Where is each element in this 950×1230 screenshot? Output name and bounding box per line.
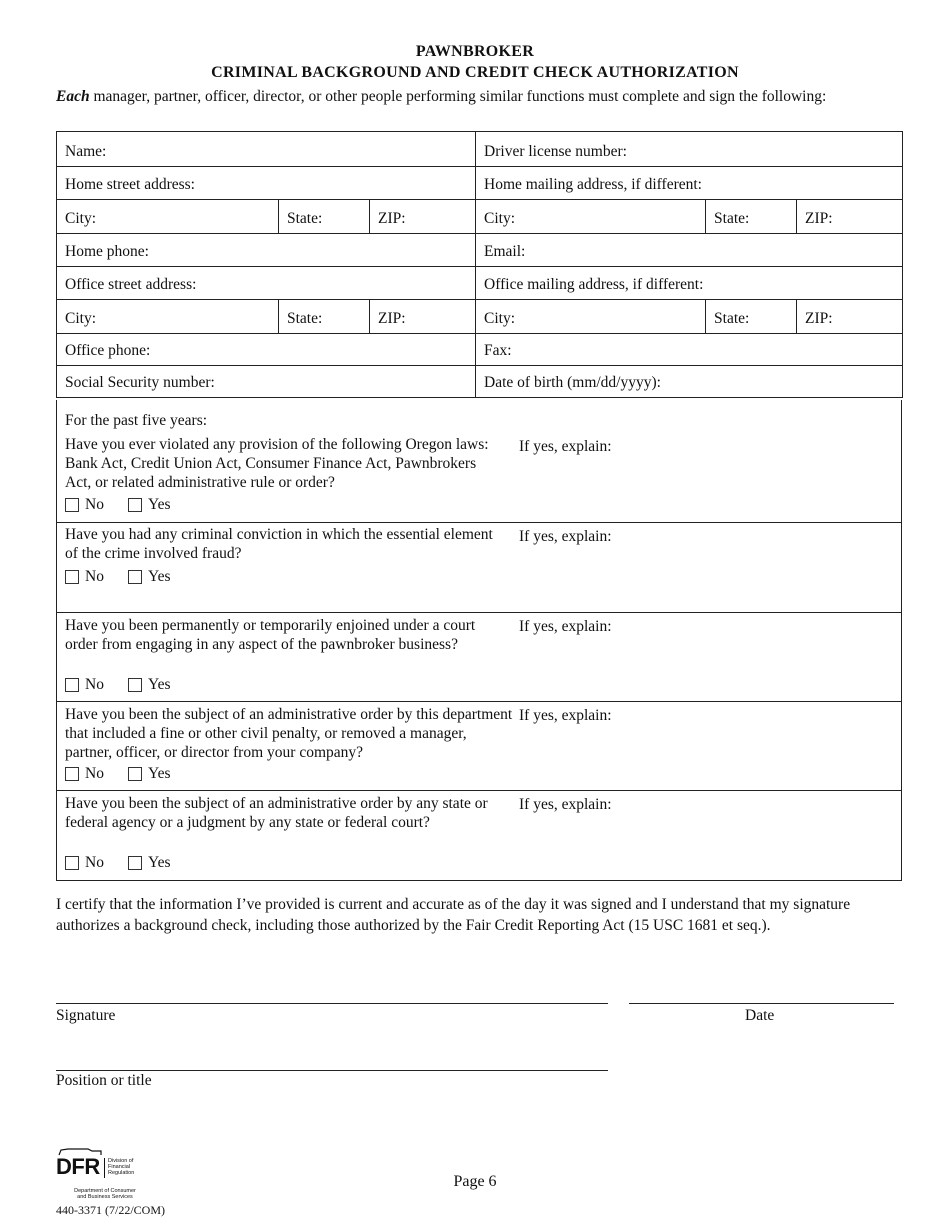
question-3: [56, 613, 902, 702]
question-4: [56, 702, 902, 791]
question-2-no-label: No: [85, 568, 104, 585]
question-2-no-checkbox[interactable]: [65, 570, 79, 584]
home-state-label: State:: [287, 210, 323, 227]
question-3-explain-label: If yes, explain:: [519, 618, 612, 635]
question-4-yes-checkbox[interactable]: [128, 767, 142, 781]
office-mailing-state-field[interactable]: [706, 300, 797, 334]
driver-license-field[interactable]: [476, 132, 903, 167]
question-preface: For the past five years:: [65, 412, 208, 429]
question-4-yes-label: Yes: [147, 765, 171, 782]
question-3-no-checkbox[interactable]: [65, 678, 79, 692]
question-1-yes-checkbox[interactable]: [128, 498, 142, 512]
position-line[interactable]: [56, 1070, 608, 1071]
home-mailing-state-label: State:: [714, 210, 750, 227]
name-label: Name:: [65, 143, 107, 160]
office-city-label: City:: [65, 310, 97, 327]
office-mailing-label: Office mailing address, if different:: [484, 276, 704, 293]
question-3-choices: [65, 676, 189, 694]
question-4-no-label: No: [85, 765, 104, 782]
instructions: [56, 87, 896, 106]
home-phone-field[interactable]: [57, 234, 476, 267]
home-mailing-zip-field[interactable]: [797, 200, 903, 234]
office-street-field[interactable]: [57, 267, 476, 300]
question-5: [56, 791, 902, 881]
signature-line[interactable]: [56, 1003, 608, 1004]
office-mailing-city-field[interactable]: [476, 300, 706, 334]
email-label: Email:: [484, 243, 526, 260]
instructions-emphasis: Each: [56, 88, 90, 105]
home-phone-label: Home phone:: [65, 243, 149, 260]
question-1-no-checkbox[interactable]: [65, 498, 79, 512]
question-1: [56, 400, 902, 523]
question-1-yes-label: Yes: [147, 496, 171, 513]
question-2-explain-label: If yes, explain:: [519, 528, 612, 545]
question-1-text: Have you ever violated any provision of the following Oregon laws: Bank Act, Credit Union Act, Consumer Finance Act, Pawnbrokers Act, or related administrative rule or order?: [65, 436, 489, 491]
logo-division-line2: Financial: [108, 1164, 131, 1170]
ssn-label: Social Security number:: [65, 374, 215, 391]
dfr-logo-mark: DFR: [56, 1154, 100, 1179]
form-title-line1: PAWNBROKER: [415, 43, 535, 60]
office-zip-label: ZIP:: [378, 310, 406, 327]
instructions-text: manager, partner, officer, director, or other people performing similar functions must complete and sign the following:: [89, 88, 827, 105]
office-mailing-city-label: City:: [484, 310, 516, 327]
home-mailing-label: Home mailing address, if different:: [484, 176, 702, 193]
office-mailing-zip-label: ZIP:: [805, 310, 833, 327]
fax-field[interactable]: [476, 334, 903, 366]
applicant-info-table: [56, 131, 903, 398]
question-5-no-checkbox[interactable]: [65, 856, 79, 870]
question-4-choices: [65, 765, 189, 783]
home-zip-label: ZIP:: [378, 210, 406, 227]
question-2-yes-checkbox[interactable]: [128, 570, 142, 584]
question-3-yes-label: Yes: [147, 676, 171, 693]
question-2-yes-label: Yes: [147, 568, 171, 585]
question-1-choices: [65, 496, 189, 514]
home-zip-field[interactable]: [370, 200, 476, 234]
home-street-field[interactable]: [57, 167, 476, 200]
home-street-label: Home street address:: [65, 176, 195, 193]
home-city-label: City:: [65, 210, 97, 227]
question-5-explain-label: If yes, explain:: [519, 796, 612, 813]
question-5-text: Have you been the subject of an administrative order by any state or federal agency or a judgment by any state or federal court?: [65, 795, 488, 831]
logo-division-line3: Regulation: [108, 1170, 135, 1176]
question-4-no-checkbox[interactable]: [65, 767, 79, 781]
dob-label: Date of birth (mm/dd/yyyy):: [484, 374, 661, 391]
ssn-field[interactable]: [57, 366, 476, 398]
question-1-explain-label: If yes, explain:: [519, 438, 612, 455]
logo-division-line1: Division of: [108, 1158, 134, 1164]
question-3-text: Have you been permanently or temporarily enjoined under a court order from engaging in any aspect of the pawnbroker business?: [65, 617, 476, 653]
office-phone-field[interactable]: [57, 334, 476, 366]
question-5-choices: [65, 854, 189, 872]
logo-dept-line1: Department of Consumer: [74, 1188, 136, 1194]
question-4-explain-label: If yes, explain:: [519, 707, 612, 724]
question-3-yes-checkbox[interactable]: [128, 678, 142, 692]
date-label: Date: [745, 1007, 775, 1024]
question-5-yes-checkbox[interactable]: [128, 856, 142, 870]
office-mailing-field[interactable]: [476, 267, 903, 300]
logo-dept-line2: and Business Services: [77, 1194, 133, 1200]
question-2: [56, 523, 902, 613]
position-label: Position or title: [56, 1072, 152, 1089]
fax-label: Fax:: [484, 342, 512, 359]
home-city-field[interactable]: [57, 200, 279, 234]
home-state-field[interactable]: [279, 200, 370, 234]
question-2-choices: [65, 568, 189, 586]
question-4-text: Have you been the subject of an administrative order by this department that included a fine or other civil penalty, or removed a manager, partner, officer, or director from your company?: [65, 706, 513, 761]
office-street-label: Office street address:: [65, 276, 197, 293]
driver-license-label: Driver license number:: [484, 143, 627, 160]
question-5-no-label: No: [85, 854, 104, 871]
office-mailing-zip-field[interactable]: [797, 300, 903, 334]
page-number: Page 6: [453, 1173, 497, 1190]
question-1-no-label: No: [85, 496, 104, 513]
home-mailing-zip-label: ZIP:: [805, 210, 833, 227]
form-code: 440-3371 (7/22/COM): [56, 1203, 165, 1217]
certification-statement: I certify that the information I’ve provided is current and accurate as of the day it was signed and I understand that my signature authorizes a background check, including those authorized by the Fair Credit Reporting Act (15 USC 1681 et seq.).: [56, 896, 851, 934]
dob-field[interactable]: [476, 366, 903, 398]
date-line[interactable]: [629, 1003, 894, 1004]
question-3-no-label: No: [85, 676, 104, 693]
form-title-line2: CRIMINAL BACKGROUND AND CREDIT CHECK AUTHORIZATION: [211, 64, 739, 81]
office-city-field[interactable]: [57, 300, 279, 334]
signature-label: Signature: [56, 1007, 116, 1024]
office-state-label: State:: [287, 310, 323, 327]
office-zip-field[interactable]: [370, 300, 476, 334]
office-phone-label: Office phone:: [65, 342, 151, 359]
office-mailing-state-label: State:: [714, 310, 750, 327]
question-2-text: Have you had any criminal conviction in which the essential element of the crime involved fraud?: [65, 526, 493, 562]
home-mailing-city-field[interactable]: [476, 200, 706, 234]
email-field[interactable]: [476, 234, 903, 267]
office-state-field[interactable]: [279, 300, 370, 334]
home-mailing-field[interactable]: [476, 167, 903, 200]
home-mailing-city-label: City:: [484, 210, 516, 227]
name-field[interactable]: [57, 132, 476, 167]
question-5-yes-label: Yes: [147, 854, 171, 871]
home-mailing-state-field[interactable]: [706, 200, 797, 234]
